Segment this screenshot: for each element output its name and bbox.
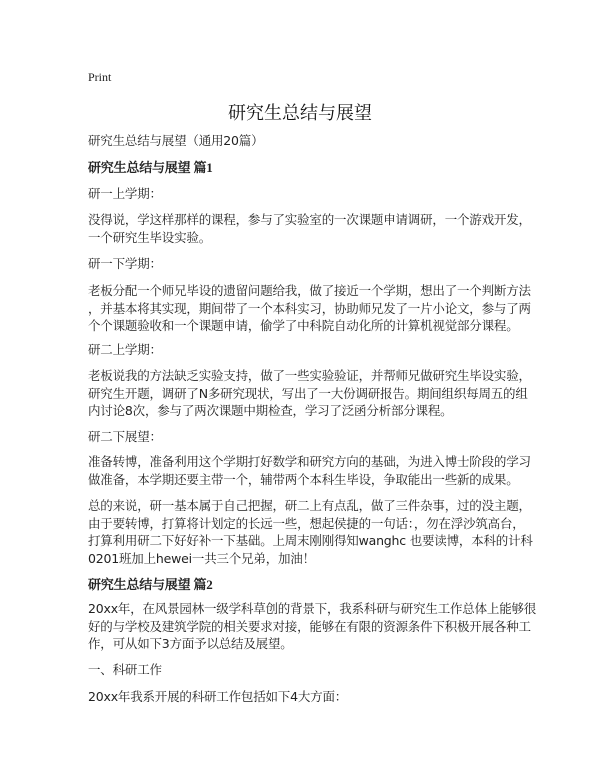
paragraph-line: ，并基本将其实现，期间带了一个本科实习，协助师兄发了一片小论文，参与了两 xyxy=(88,300,531,316)
paragraph xyxy=(88,600,537,653)
print-link[interactable]: Print xyxy=(88,70,112,84)
section-heading: 研究生总结与展望 篇2 xyxy=(88,577,213,592)
page-title: 研究生总结与展望 xyxy=(228,103,372,124)
paragraph-line: 内讨论8次，参与了两次课题中期检查，学习了泛函分析部分课程。 xyxy=(88,403,453,418)
paragraph-line: 由于要转博，打算将计划定的长远一些，想起侯捷的一句话：，勿在浮沙筑高台， xyxy=(88,515,525,531)
paragraph-line: 0201班加上hewei一共三个兄弟，加油！ xyxy=(88,550,315,566)
paragraph-line: 好的与学校及建筑学院的相关要求对接，能够在有限的资源条件下积极开展各种工 xyxy=(88,618,531,634)
paragraph-line: 20xx年，在风景园林一级学科草创的背景下，我系科研与研究生工作总体上能够很 xyxy=(88,601,537,616)
paragraph-line: 作，可从如下3方面予以总结及展望。 xyxy=(88,636,293,651)
paragraph-line: 20xx年我系开展的科研工作包括如下4大方面： xyxy=(88,689,348,704)
paragraph xyxy=(88,453,531,488)
paragraph-line: 没得说，学这样那样的课程，参与了实验室的一次课题申请调研，一个游戏开发， xyxy=(88,212,531,227)
paragraph xyxy=(88,211,531,246)
paragraph xyxy=(88,497,533,567)
paragraph-line: 一个研究生毕设实验。 xyxy=(88,229,212,245)
paragraph-line: 打算利用研二下好好补一下基础。上周末刚刚得知wanghc 也要读博，本科的计科 xyxy=(88,533,533,548)
paragraph xyxy=(88,185,528,203)
paragraph-line: 一、科研工作 xyxy=(88,662,162,677)
paragraph-line: 总的来说，研一基本属于自己把握，研二上有点乱，做了三件杂事，过的没主题， xyxy=(88,498,531,513)
paragraph-line: 老板分配一个师兄毕设的遗留问题给我，做了接近一个学期，想出了一个判断方法 xyxy=(88,283,531,298)
paragraph xyxy=(88,282,531,335)
paragraph xyxy=(88,428,528,446)
paragraph-line: 做准备，本学期还要主带一个，辅带两个本科生毕设，争取能出一些新的成果。 xyxy=(88,471,519,487)
paragraph xyxy=(88,661,528,679)
paragraph xyxy=(88,255,528,273)
subtitle: 研究生总结与展望（通用20篇） xyxy=(88,133,264,148)
paragraph-line: 老板说我的方法缺乏实验支持，做了一些实验验证，并帮师兄做研究生毕设实验， xyxy=(88,368,531,383)
paragraph-line: 个个课题验收和一个课题申请，偷学了中科院自动化所的计算机视觉部分课程。 xyxy=(88,318,519,333)
paragraph-line: 研究生开题，调研了N多研究现状，写出了一大份调研报告。期间组织每周五的组 xyxy=(88,385,528,401)
paragraph-line: 研二上学期： xyxy=(88,342,162,357)
paragraph xyxy=(88,688,528,706)
paragraph-line: 研一下学期： xyxy=(88,256,162,271)
section-heading: 研究生总结与展望 篇1 xyxy=(88,160,213,175)
paragraph xyxy=(88,341,528,359)
paragraph xyxy=(88,367,531,420)
paragraph-line: 研二下展望： xyxy=(88,429,162,444)
paragraph-line: 研一上学期： xyxy=(88,186,162,201)
paragraph-line: 准备转博，准备利用这个学期打好数学和研究方向的基础，为进入博士阶段的学习 xyxy=(88,454,531,469)
